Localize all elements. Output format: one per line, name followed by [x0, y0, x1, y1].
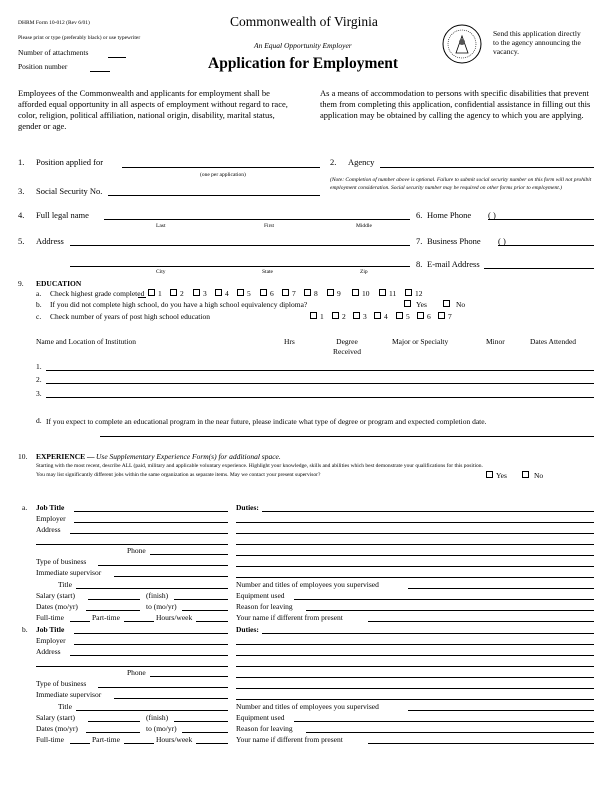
job-b-reason-field[interactable] [306, 732, 594, 733]
home-phone-label: Home Phone [427, 210, 472, 220]
job-a-name-different-field[interactable] [368, 621, 594, 622]
print-note: Please print or type (preferably black) or use typewriter [18, 35, 141, 41]
job-b-duties-field-2[interactable] [236, 644, 594, 645]
job-b-duties-field-6[interactable] [236, 688, 594, 689]
post-year-7-label: 7 [448, 312, 452, 321]
job-a-title-field[interactable] [74, 511, 228, 512]
grade-11-label: 11 [389, 289, 397, 298]
contact-supervisor-yes-label: Yes [496, 471, 507, 480]
grade-2-checkbox[interactable] [170, 289, 177, 296]
post-year-1-checkbox[interactable] [310, 312, 317, 319]
equivalency-no-label: No [456, 300, 466, 309]
job-a-title-label: Job Title [36, 503, 65, 512]
job-b-salary-start-field[interactable] [88, 721, 140, 722]
post-year-3-label: 3 [363, 312, 367, 321]
form-id: DHRM Form 10-012 (Rev 6/01) [18, 20, 90, 26]
job-b-duties-field-5[interactable] [236, 677, 594, 678]
job-a-dates-start-field[interactable] [86, 610, 140, 611]
job-b-phone-field[interactable] [150, 676, 228, 677]
last-name-caption: Last [156, 223, 166, 229]
attachments-field[interactable] [108, 57, 126, 58]
grade-8-label: 8 [314, 289, 318, 298]
job-b-hours-field[interactable] [196, 743, 228, 744]
edu-row-2-num: 2. [36, 375, 42, 384]
post-year-1-label: 1 [320, 312, 324, 321]
job-b-employer-field[interactable] [74, 644, 228, 645]
job-b-employer-label: Employer [36, 636, 66, 645]
job-a-phone-field[interactable] [150, 554, 228, 555]
job-a-phone-label: Phone [127, 546, 146, 555]
field-num-2: 2. [330, 157, 337, 167]
org-title: Commonwealth of Virginia [230, 14, 378, 29]
contact-supervisor-no-checkbox[interactable] [522, 471, 529, 478]
job-a-address-label: Address [36, 525, 61, 534]
education-title: EDUCATION [36, 279, 82, 288]
grade-question: Check highest grade completed [50, 289, 145, 298]
job-b-num-supervised-label: Number and titles of employees you supervised [236, 702, 379, 711]
future-education-question: If you expect to complete an educational program in the near future, please indicate what type of degree or program and expected completion date. [46, 417, 487, 426]
grade-3-checkbox[interactable] [193, 289, 200, 296]
job-a-fulltime-field[interactable] [70, 621, 90, 622]
home-phone-areacode: ( ) [488, 210, 496, 220]
job-a-duties-label: Duties: [236, 503, 259, 512]
experience-instructions: Starting with the most recent, describe ALL (paid, military and applicable voluntary experience. Highlight your knowledge, skills and abilities which best demonstrate your qualifications for this position. [36, 463, 483, 469]
job-a-parttime-label: Part-time [92, 613, 120, 622]
edu-row-3-num: 3. [36, 389, 42, 398]
job-a-duties-field-2[interactable] [236, 522, 594, 523]
grade-11-checkbox[interactable] [379, 289, 386, 296]
section-num-10: 10. [18, 452, 28, 461]
equivalency-question: If you did not complete high school, do you have a high school equivalency diploma? [50, 300, 308, 309]
post-year-3-checkbox[interactable] [353, 312, 360, 319]
contact-supervisor-yes-checkbox[interactable] [486, 471, 493, 478]
grade-12-label: 12 [415, 289, 423, 298]
job-b-dates-start-label: Dates (mo/yr) [36, 724, 78, 733]
agency-field[interactable] [380, 167, 594, 168]
edu-c-letter: c. [36, 312, 42, 321]
job-b-equipment-label: Equipment used [236, 713, 285, 722]
send-note: Send this application directly to the agency announcing the vacancy. [493, 29, 581, 56]
job-a-letter: a. [22, 503, 28, 512]
equivalency-yes-label: Yes [416, 300, 427, 309]
grade-12-checkbox[interactable] [405, 289, 412, 296]
job-b-fulltime-field[interactable] [70, 743, 90, 744]
business-phone-field[interactable] [498, 245, 594, 246]
job-a-dates-end-field[interactable] [182, 610, 228, 611]
job-b-duties-field-1[interactable] [262, 633, 594, 634]
edu-row-3[interactable] [46, 397, 594, 398]
grade-5-checkbox[interactable] [237, 289, 244, 296]
job-a-num-supervised-field[interactable] [408, 588, 594, 589]
job-b-fulltime-label: Full-time [36, 735, 64, 744]
job-a-salary-start-field[interactable] [88, 599, 140, 600]
equivalency-yes-checkbox[interactable] [404, 300, 411, 307]
job-a-duties-field-1[interactable] [262, 511, 594, 512]
equivalency-no-checkbox[interactable] [443, 300, 450, 307]
position-label: Position applied for [36, 157, 104, 167]
job-b-dates-start-field[interactable] [86, 732, 140, 733]
job-b-salary-finish-label: (finish) [146, 713, 169, 722]
job-b-supervisor-title-field[interactable] [76, 710, 228, 711]
post-hs-question: Check number of years of post high school education [50, 312, 210, 321]
job-a-supervisor-title-label: Title [58, 580, 72, 589]
job-b-equipment-field[interactable] [294, 721, 594, 722]
contact-supervisor-no-label: No [534, 471, 544, 480]
post-year-4-checkbox[interactable] [374, 312, 381, 319]
post-year-6-checkbox[interactable] [417, 312, 424, 319]
ssn-note: (Note: Completion of number above is optional. Failure to submit social security number on this form will not prohibit employment consideration. Social security number may be required on other forms prior to employment.) [330, 177, 592, 191]
post-year-6-label: 6 [427, 312, 431, 321]
ssn-label: Social Security No. [36, 186, 103, 196]
job-a-type-label: Type of business [36, 557, 87, 566]
job-a-hours-field[interactable] [196, 621, 228, 622]
grade-8-checkbox[interactable] [304, 289, 311, 296]
job-b-address-field[interactable] [70, 655, 228, 656]
col-hrs: Hrs [284, 337, 295, 346]
ssn-field[interactable] [108, 195, 320, 196]
edu-row-2[interactable] [46, 383, 594, 384]
job-a-reason-field[interactable] [306, 610, 594, 611]
job-b-address-field-2[interactable] [36, 666, 228, 667]
job-a-num-supervised-label: Number and titles of employees you supervised [236, 580, 379, 589]
job-b-name-different-field[interactable] [368, 743, 594, 744]
eeo-statement: Employees of the Commonwealth and applicants for employment shall be afforded equal opportunity in all aspects of employment without regard to race, color, religion, political affiliation, national origin, disability, marital status, gender or age. [18, 88, 288, 131]
field-num-5: 5. [18, 236, 25, 246]
address-label: Address [36, 236, 64, 246]
job-a-employer-label: Employer [36, 514, 66, 523]
grade-question-line [138, 289, 146, 298]
position-number-field[interactable] [90, 71, 110, 72]
future-education-field[interactable] [100, 436, 594, 437]
job-a-address-field[interactable] [70, 533, 228, 534]
job-a-reason-label: Reason for leaving [236, 602, 293, 611]
col-degree: Degree Received [333, 337, 361, 356]
post-year-7-checkbox[interactable] [438, 312, 445, 319]
job-b-supervisor-label: Immediate supervisor [36, 690, 102, 699]
address-street-field[interactable] [70, 245, 410, 246]
job-a-hours-label: Hours/week [156, 613, 193, 622]
job-a-duties-field-5[interactable] [236, 555, 594, 556]
grade-7-label: 7 [292, 289, 296, 298]
field-num-1: 1. [18, 157, 25, 167]
edu-b-letter: b. [36, 300, 42, 309]
col-major: Major or Specialty [392, 337, 449, 346]
post-year-4-label: 4 [384, 312, 388, 321]
job-a-dates-start-label: Dates (mo/yr) [36, 602, 78, 611]
page-title: Application for Employment [208, 55, 399, 72]
field-num-4: 4. [18, 210, 25, 220]
eoe-subtitle: An Equal Opportunity Employer [254, 41, 352, 50]
grade-6-checkbox[interactable] [260, 289, 267, 296]
job-b-dates-end-field[interactable] [182, 732, 228, 733]
job-a-name-different-label: Your name if different from present [236, 613, 343, 622]
edu-row-1-num: 1. [36, 362, 42, 371]
grade-10-label: 10 [362, 289, 370, 298]
experience-title-note: Use Supplementary Experience Form(s) for additional space. [96, 452, 281, 461]
job-b-duties-field-7[interactable] [236, 699, 594, 700]
job-b-parttime-field[interactable] [124, 743, 154, 744]
job-b-duties-field-4[interactable] [236, 666, 594, 667]
job-b-address-label: Address [36, 647, 61, 656]
job-a-duties-field-3[interactable] [236, 533, 594, 534]
job-b-salary-start-label: Salary (start) [36, 713, 75, 722]
col-minor: Minor [486, 337, 505, 346]
job-b-duties-field-3[interactable] [236, 655, 594, 656]
address-city-field[interactable] [70, 266, 410, 267]
post-year-5-label: 5 [406, 312, 410, 321]
edu-row-1[interactable] [46, 370, 594, 371]
edu-a-letter: a. [36, 289, 42, 298]
job-b-supervisor-title-label: Title [58, 702, 72, 711]
grade-2-label: 2 [180, 289, 184, 298]
business-phone-areacode: ( ) [498, 236, 506, 246]
job-b-supervisor-field[interactable] [114, 698, 228, 699]
grade-9-label: 9 [337, 289, 341, 298]
home-phone-field[interactable] [488, 219, 594, 220]
post-year-2-checkbox[interactable] [332, 312, 339, 319]
job-a-duties-field-7[interactable] [236, 577, 594, 578]
contact-supervisor-question: You may list significantly different jobs within the same organization as separate items. May we contact your present supervisor? [36, 472, 321, 478]
job-b-phone-label: Phone [127, 668, 146, 677]
job-a-dates-end-label: to (mo/yr) [146, 602, 177, 611]
col-institution: Name and Location of Institution [36, 337, 136, 346]
job-b-parttime-label: Part-time [92, 735, 120, 744]
job-b-type-field[interactable] [98, 687, 228, 688]
job-a-type-field[interactable] [98, 565, 228, 566]
state-caption: State [262, 269, 273, 275]
post-year-2-label: 2 [342, 312, 346, 321]
email-field[interactable] [484, 268, 594, 269]
grade-4-label: 4 [225, 289, 229, 298]
section-num-9: 9. [18, 279, 24, 288]
job-b-dates-end-label: to (mo/yr) [146, 724, 177, 733]
accommodation-statement: As a means of accommodation to persons with specific disabilities that prevent them from completing this application, confidential assistance in filling out this application may be obtained by calling the agency to which you are applying. [320, 88, 591, 120]
legal-name-field[interactable] [104, 219, 410, 220]
job-b-type-label: Type of business [36, 679, 87, 688]
job-b-hours-label: Hours/week [156, 735, 193, 744]
job-a-parttime-field[interactable] [124, 621, 154, 622]
zip-caption: Zip [360, 269, 368, 275]
middle-name-caption: Middle [356, 223, 372, 229]
business-phone-label: Business Phone [427, 236, 481, 246]
job-a-fulltime-label: Full-time [36, 613, 64, 622]
job-b-reason-label: Reason for leaving [236, 724, 293, 733]
col-dates: Dates Attended [530, 337, 577, 346]
field-num-7: 7. [416, 236, 423, 246]
job-a-supervisor-title-field[interactable] [76, 588, 228, 589]
first-name-caption: First [264, 223, 275, 229]
grade-10-checkbox[interactable] [352, 289, 359, 296]
position-field[interactable] [122, 167, 320, 168]
job-a-duties-field-6[interactable] [236, 566, 594, 567]
job-a-duties-field-4[interactable] [236, 544, 594, 545]
job-a-salary-finish-label: (finish) [146, 591, 169, 600]
one-per-app-note: (one per application) [200, 172, 246, 178]
grade-7-checkbox[interactable] [282, 289, 289, 296]
job-a-supervisor-field[interactable] [114, 576, 228, 577]
city-caption: City [156, 269, 166, 275]
grade-4-checkbox[interactable] [215, 289, 222, 296]
field-num-6: 6. [416, 210, 423, 220]
grade-5-label: 5 [247, 289, 251, 298]
email-label: E-mail Address [427, 259, 480, 269]
job-a-employer-field[interactable] [74, 522, 228, 523]
job-a-salary-finish-field[interactable] [174, 599, 228, 600]
edu-d-letter: d. [36, 416, 42, 425]
grade-1-checkbox[interactable] [148, 289, 155, 296]
job-b-salary-finish-field[interactable] [174, 721, 228, 722]
field-num-8: 8. [416, 259, 423, 269]
job-a-address-field-2[interactable] [36, 544, 228, 545]
experience-title: EXPERIENCE — [36, 452, 95, 461]
job-b-name-different-label: Your name if different from present [236, 735, 343, 744]
job-b-title-label: Job Title [36, 625, 65, 634]
job-a-equipment-field[interactable] [294, 599, 594, 600]
job-b-duties-label: Duties: [236, 625, 259, 634]
post-year-5-checkbox[interactable] [396, 312, 403, 319]
job-b-num-supervised-field[interactable] [408, 710, 594, 711]
virginia-seal-icon [442, 24, 482, 64]
grade-3-label: 3 [203, 289, 207, 298]
job-a-salary-start-label: Salary (start) [36, 591, 75, 600]
grade-9-checkbox[interactable] [327, 289, 334, 296]
grade-1-label: 1 [158, 289, 162, 298]
job-b-letter: b. [22, 625, 28, 634]
legal-name-label: Full legal name [36, 210, 89, 220]
grade-6-label: 6 [270, 289, 274, 298]
job-b-title-field[interactable] [74, 633, 228, 634]
field-num-3: 3. [18, 186, 25, 196]
position-number-label: Position number [18, 62, 68, 71]
job-a-supervisor-label: Immediate supervisor [36, 568, 102, 577]
agency-label: Agency [348, 157, 375, 167]
job-a-equipment-label: Equipment used [236, 591, 285, 600]
attachments-label: Number of attachments [18, 48, 89, 57]
